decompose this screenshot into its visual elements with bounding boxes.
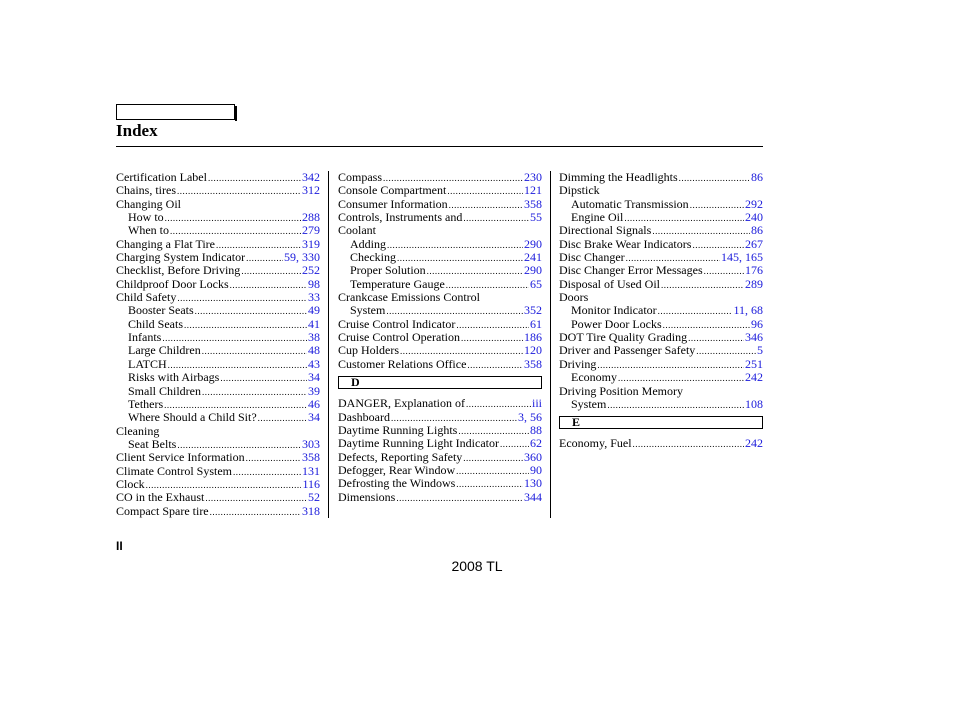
entry-text: Monitor Indicator (571, 303, 657, 318)
entry-text: Childproof Door Locks (116, 276, 229, 291)
column-divider (550, 171, 551, 518)
index-entry (338, 224, 542, 237)
entry-text: Coolant (338, 223, 376, 238)
dot-leader (208, 172, 301, 185)
page-link[interactable]: 108 (745, 396, 763, 411)
dot-leader (661, 279, 744, 292)
index-entry (559, 291, 763, 304)
entry-text: Daytime Running Lights (338, 422, 458, 437)
page-link[interactable]: 342 (302, 170, 320, 184)
page-link[interactable]: 145, 165 (721, 250, 763, 265)
index-entry (338, 171, 542, 184)
index-entry (559, 385, 763, 398)
page-link[interactable]: 38 (308, 330, 320, 345)
page-link[interactable]: 131 (302, 463, 320, 478)
page-link[interactable]: 65 (530, 276, 542, 291)
index-entry (338, 491, 542, 504)
title-rule (116, 146, 763, 147)
page-link[interactable]: 358 (302, 450, 320, 465)
page-link[interactable]: 120 (524, 343, 542, 358)
entry-text: Disc Changer Error Messages (559, 263, 703, 278)
entry-text: Power Door Locks (571, 316, 662, 331)
page-link[interactable]: 290 (524, 236, 542, 251)
index-entry (559, 331, 763, 344)
entry-text: Booster Seats (128, 303, 194, 318)
index-subentry (116, 211, 320, 224)
index-entry (116, 171, 320, 184)
entry-text: Changing Oil (116, 196, 181, 211)
entry-text: Seat Belts (128, 436, 177, 451)
index-subentry (559, 318, 763, 331)
page-number: II (116, 539, 123, 553)
index-entry (559, 184, 763, 197)
entry-text: Economy (571, 370, 617, 385)
entry-text: Charging System Indicator (116, 250, 246, 265)
index-entry (559, 358, 763, 371)
page-link[interactable]: 34 (308, 370, 320, 385)
index-subentry (559, 304, 763, 317)
entry-text: DOT Tire Quality Grading (559, 330, 688, 345)
page-link[interactable]: 289 (745, 276, 763, 291)
page-link[interactable]: 267 (745, 236, 763, 251)
entry-text: Defects, Reporting Safety (338, 449, 463, 464)
page-link[interactable]: 46 (308, 396, 320, 411)
page-link[interactable]: 86 (751, 223, 763, 238)
page-link[interactable]: 358 (524, 196, 542, 211)
page-link[interactable]: 59, 330 (284, 250, 320, 265)
entry-text: Risks with Airbags (128, 370, 220, 385)
page-link[interactable]: 358 (524, 356, 542, 371)
page-link[interactable]: 344 (524, 489, 542, 504)
entry-text: Automatic Transmission (571, 196, 689, 211)
page-link[interactable]: 290 (524, 263, 542, 278)
page-link[interactable]: 48 (308, 343, 320, 358)
entry-text: Compact Spare tire (116, 503, 209, 518)
index-entry (338, 211, 542, 224)
index-entry (559, 171, 763, 184)
entry-text: Defrosting the Windows (338, 476, 456, 491)
page-link[interactable]: 176 (745, 263, 763, 278)
page-link[interactable]: 292 (745, 196, 763, 211)
entry-text: Dimensions (338, 489, 396, 504)
entry-text: Driving (559, 356, 597, 371)
index-entry (338, 451, 542, 464)
page-link[interactable]: 98 (308, 276, 320, 291)
entry-text: Dimming the Headlights (559, 170, 678, 184)
dot-leader (396, 492, 523, 505)
entry-text: Client Service Information (116, 450, 245, 465)
page-link[interactable]: 288 (302, 210, 320, 225)
page-link[interactable]: 252 (302, 263, 320, 278)
page-link[interactable]: 55 (530, 210, 542, 225)
entry-text: Controls, Instruments and (338, 210, 463, 225)
index-subentry (116, 411, 320, 424)
index-entry (116, 478, 320, 491)
entry-text: Climate Control System (116, 463, 232, 478)
index-entry (559, 278, 763, 291)
page-link[interactable]: 242 (745, 370, 763, 385)
index-entry (116, 238, 320, 251)
dot-leader (246, 252, 283, 265)
dot-leader (202, 345, 307, 358)
page-link[interactable]: 41 (308, 316, 320, 331)
index-subentry (116, 318, 320, 331)
entry-text: Compass (338, 170, 383, 184)
page-link[interactable]: 279 (302, 223, 320, 238)
entry-text: Cruise Control Indicator (338, 316, 456, 331)
entry-text: Chains, tires (116, 183, 176, 198)
page-link[interactable]: 241 (524, 250, 542, 265)
entry-text: Cleaning (116, 423, 160, 438)
page-link[interactable]: 33 (308, 290, 320, 305)
index-subentry (116, 344, 320, 357)
entry-text: Adding (350, 236, 386, 251)
entry-text: System (571, 396, 607, 411)
index-entry (338, 331, 542, 344)
dot-leader (195, 305, 307, 318)
index-subentry (116, 304, 320, 317)
page-link[interactable]: 5 (757, 343, 763, 358)
index-subentry (338, 264, 542, 277)
entry-text: Child Seats (128, 316, 184, 331)
index-subentry (116, 385, 320, 398)
page-link[interactable]: 90 (530, 462, 542, 477)
dot-leader (205, 492, 307, 505)
page-link[interactable]: 230 (524, 170, 542, 184)
entry-text: Customer Relations Office (338, 356, 467, 371)
entry-text: Proper Solution (350, 263, 426, 278)
entry-text: Dipstick (559, 183, 600, 198)
index-entry (338, 437, 542, 450)
dot-leader (184, 319, 307, 332)
index-column-1 (116, 171, 320, 518)
dot-leader (387, 239, 523, 252)
index-entry (116, 491, 320, 504)
dot-leader (165, 212, 301, 225)
index-entry (559, 238, 763, 251)
dot-leader (633, 438, 744, 451)
page-link[interactable]: 3, 56 (518, 409, 542, 424)
page-link[interactable]: 303 (302, 436, 320, 451)
nav-tab-box (116, 104, 235, 120)
entry-text: Economy, Fuel (559, 436, 632, 451)
dot-leader (456, 478, 523, 491)
entry-text: How to (128, 210, 164, 225)
entry-text: Small Children (128, 383, 201, 398)
page-link[interactable]: iii (531, 396, 542, 411)
entry-text: Large Children (128, 343, 201, 358)
page-link[interactable]: 61 (530, 316, 542, 331)
dot-leader (607, 399, 744, 412)
entry-text: Child Safety (116, 290, 177, 305)
index-entry (338, 397, 542, 410)
index-entry (116, 198, 320, 211)
dot-leader (233, 466, 301, 479)
page-link[interactable]: 96 (751, 316, 763, 331)
page-link[interactable]: 121 (524, 183, 542, 198)
page-link[interactable]: 318 (302, 503, 320, 518)
entry-text: System (350, 303, 386, 318)
index-subentry (116, 438, 320, 451)
index-subentry (559, 211, 763, 224)
index-subentry (116, 371, 320, 384)
index-entry (338, 411, 542, 424)
dot-leader (461, 332, 523, 345)
index-entry (116, 251, 320, 264)
index-entry (116, 451, 320, 464)
page-link[interactable]: 62 (530, 436, 542, 451)
index-entry (338, 344, 542, 357)
dot-leader (202, 386, 307, 399)
page-link[interactable]: 319 (302, 236, 320, 251)
index-entry (338, 424, 542, 437)
index-entry (116, 264, 320, 277)
page-link[interactable]: 88 (530, 422, 542, 437)
dot-leader (246, 452, 301, 465)
entry-text: Dashboard (338, 409, 390, 424)
entry-text: Driver and Passenger Safety (559, 343, 696, 358)
dot-leader (467, 359, 523, 372)
entry-text: Consumer Information (338, 196, 448, 211)
dot-leader (456, 465, 529, 478)
dot-leader (704, 265, 744, 278)
dot-leader (690, 199, 744, 212)
dot-leader (679, 172, 750, 185)
index-entry (338, 318, 542, 331)
page-link[interactable]: 312 (302, 183, 320, 198)
page-link[interactable]: 130 (524, 476, 542, 491)
page-link[interactable]: 242 (745, 436, 763, 451)
index-subentry (338, 278, 542, 291)
dot-leader (220, 372, 307, 385)
index-entry (338, 291, 542, 304)
entry-text: Daytime Running Light Indicator (338, 436, 499, 451)
index-subentry (559, 398, 763, 411)
entry-text: Doors (559, 290, 589, 305)
entry-text: DANGER, Explanation of (338, 396, 465, 411)
page-link[interactable]: 39 (308, 383, 320, 398)
index-entry (338, 464, 542, 477)
entry-text: When to (128, 223, 169, 238)
entry-text: Where Should a Child Sit? (128, 410, 257, 425)
entry-text: Disposal of Used Oil (559, 276, 660, 291)
index-entry (559, 437, 763, 450)
index-column-2 (338, 171, 542, 504)
index-entry (116, 465, 320, 478)
index-subentry (116, 224, 320, 237)
index-column-3 (559, 171, 763, 451)
entry-text: Checking (350, 250, 396, 265)
page-link[interactable]: 34 (308, 410, 320, 425)
entry-text: Certification Label (116, 170, 207, 184)
entry-text: LATCH (128, 356, 167, 371)
dot-leader (463, 212, 529, 225)
entry-text: Crankcase Emissions Control (338, 290, 480, 305)
entry-text: Disc Brake Wear Indicators (559, 236, 692, 251)
entry-text: Checklist, Before Driving (116, 263, 241, 278)
entry-text: Cruise Control Operation (338, 330, 460, 345)
page-title: Index (116, 121, 158, 140)
index-subentry (116, 398, 320, 411)
entry-text: Changing a Flat Tire (116, 236, 216, 251)
index-entry (338, 358, 542, 371)
entry-text: Directional Signals (559, 223, 652, 238)
index-entry (116, 291, 320, 304)
index-subentry (338, 251, 542, 264)
index-entry (338, 184, 542, 197)
page-link[interactable]: 11, 68 (733, 303, 763, 318)
dot-leader (597, 359, 744, 372)
dot-leader (210, 506, 301, 519)
dot-leader (456, 319, 529, 332)
entry-text: Clock (116, 476, 145, 491)
page-link[interactable]: 86 (751, 170, 763, 184)
index-entry (559, 344, 763, 357)
entry-text: Infants (128, 330, 162, 345)
index-entry (338, 477, 542, 490)
index-subentry (116, 358, 320, 371)
page-link[interactable]: 43 (308, 356, 320, 371)
page-link[interactable]: 360 (524, 449, 542, 464)
index-entry (559, 224, 763, 237)
index-entry (116, 425, 320, 438)
index-entry (116, 278, 320, 291)
dot-leader (177, 292, 307, 305)
section-header: E (559, 416, 763, 429)
dot-leader (177, 185, 301, 198)
page-link[interactable]: 116 (302, 476, 320, 491)
dot-leader (463, 452, 523, 465)
page-link[interactable]: 49 (308, 303, 320, 318)
page-link[interactable]: 352 (524, 303, 542, 318)
index-subentry (559, 198, 763, 211)
index-entry (116, 184, 320, 197)
dot-leader (230, 279, 307, 292)
index-subentry (338, 238, 542, 251)
index-entry (338, 198, 542, 211)
entry-text: Driving Position Memory (559, 383, 684, 398)
entry-text: Engine Oil (571, 210, 624, 225)
index-entry (559, 251, 763, 264)
entry-text: Cup Holders (338, 343, 399, 358)
page-link[interactable]: 346 (745, 330, 763, 345)
entry-text: CO in the Exhaust (116, 490, 205, 505)
entry-text: Temperature Gauge (350, 276, 445, 291)
index-entry (559, 264, 763, 277)
entry-text: Defogger, Rear Window (338, 462, 456, 477)
page-link[interactable]: 52 (308, 490, 320, 505)
page-link[interactable]: 251 (745, 356, 763, 371)
entry-text: Disc Changer (559, 250, 625, 265)
entry-text: Console Compartment (338, 183, 447, 198)
page-link[interactable]: 240 (745, 210, 763, 225)
section-header: D (338, 376, 542, 389)
dot-leader (658, 305, 733, 318)
index-subentry (338, 304, 542, 317)
dot-leader (688, 332, 744, 345)
dot-leader (258, 412, 307, 425)
dot-leader (447, 185, 523, 198)
dot-leader (241, 265, 301, 278)
index-subentry (559, 371, 763, 384)
index-subentry (116, 331, 320, 344)
entry-text: Tethers (128, 396, 164, 411)
page-link[interactable]: 186 (524, 330, 542, 345)
index-entry (116, 505, 320, 518)
footer-model: 2008 TL (451, 558, 503, 574)
column-divider (328, 171, 329, 518)
